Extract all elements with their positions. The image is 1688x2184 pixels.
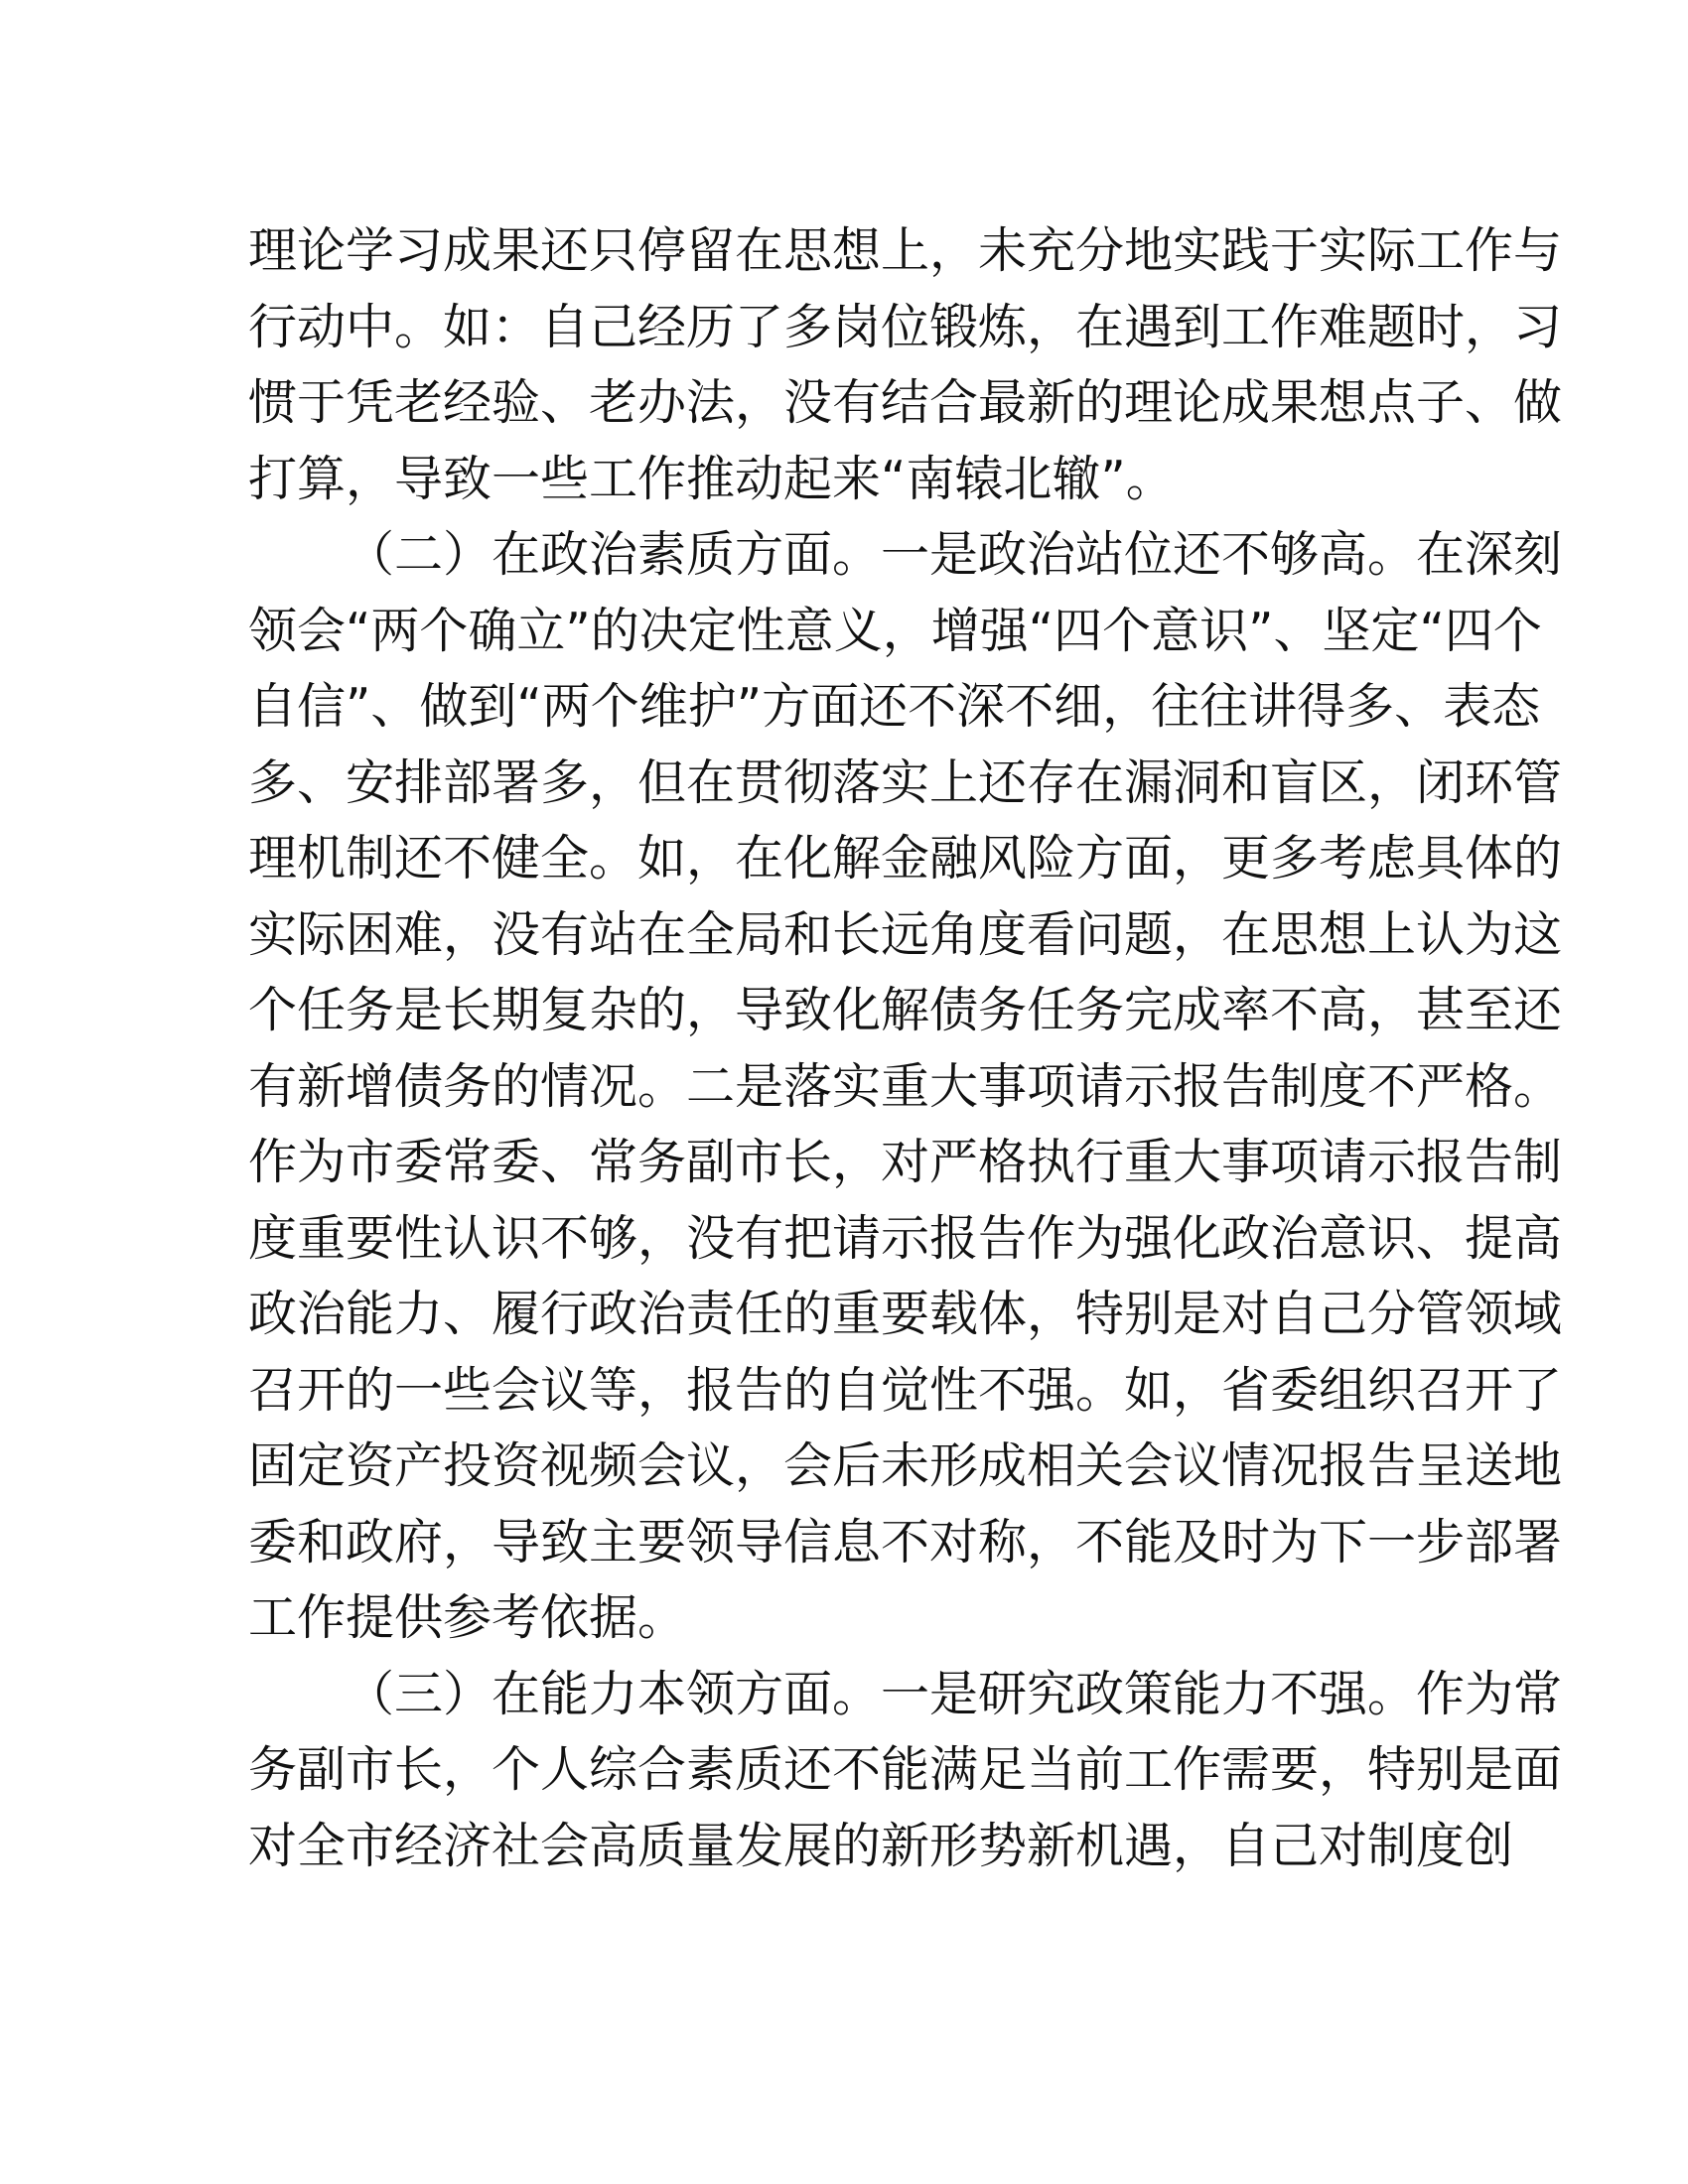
text-line: 对全市经济社会高质量发展的新形势新机遇，自己对制度创: [248, 1817, 1514, 1874]
text-line: 有新增债务的情况。二是落实重大事项请示报告制度不严格。: [248, 1057, 1563, 1115]
body-text: [248, 213, 1563, 1884]
text-line: 惯于凭老经验、老办法，没有结合最新的理论成果想点子、做: [248, 374, 1563, 431]
text-line: 自信”、做到“两个维护”方面还不深不细，往往讲得多、表态: [248, 678, 1541, 735]
text-line: 个任务是长期复杂的，导致化解债务任务完成率不高，甚至还: [248, 982, 1563, 1038]
text-line: 多、安排部署多，但在贯彻落实上还存在漏洞和盲区，闭环管: [248, 753, 1563, 811]
text-line: 作为市委常委、常务副市长，对严格执行重大事项请示报告制: [248, 1134, 1563, 1190]
text-line: 理机制还不健全。如，在化解金融风险方面，更多考虑具体的: [248, 830, 1563, 887]
text-line: 委和政府，导致主要领导信息不对称，不能及时为下一步部署: [248, 1513, 1563, 1570]
text-line: 理论学习成果还只停留在思想上，未充分地实践于实际工作与: [248, 222, 1563, 279]
text-line: 打算，导致一些工作推动起来“南辕北辙”。: [248, 450, 1175, 507]
paragraph-heading-line: （二）在政治素质方面。一是政治站位还不够高。在深刻: [346, 526, 1563, 583]
text-line: 实际困难，没有站在全局和长远角度看问题，在思想上认为这: [248, 905, 1563, 963]
text-line: 固定资产投资视频会议，会后未形成相关会议情况报告呈送地: [248, 1437, 1563, 1494]
text-line: 政治能力、履行政治责任的重要载体，特别是对自己分管领域: [248, 1286, 1563, 1342]
paragraph-heading-line: （三）在能力本领方面。一是研究政策能力不强。作为常: [346, 1665, 1563, 1722]
text-line: 召开的一些会议等，报告的自觉性不强。如，省委组织召开了: [248, 1361, 1563, 1419]
text-line: 度重要性认识不够，没有把请示报告作为强化政治意识、提高: [248, 1209, 1563, 1267]
text-line: 工作提供参考依据。: [248, 1589, 687, 1646]
text-line: 行动中。如：自己经历了多岗位锻炼，在遇到工作难题时，习: [248, 298, 1563, 355]
text-line: 领会“两个确立”的决定性意义，增强“四个意识”、坚定“四个: [248, 602, 1542, 659]
text-line: 务副市长，个人综合素质还不能满足当前工作需要，特别是面: [248, 1741, 1563, 1798]
